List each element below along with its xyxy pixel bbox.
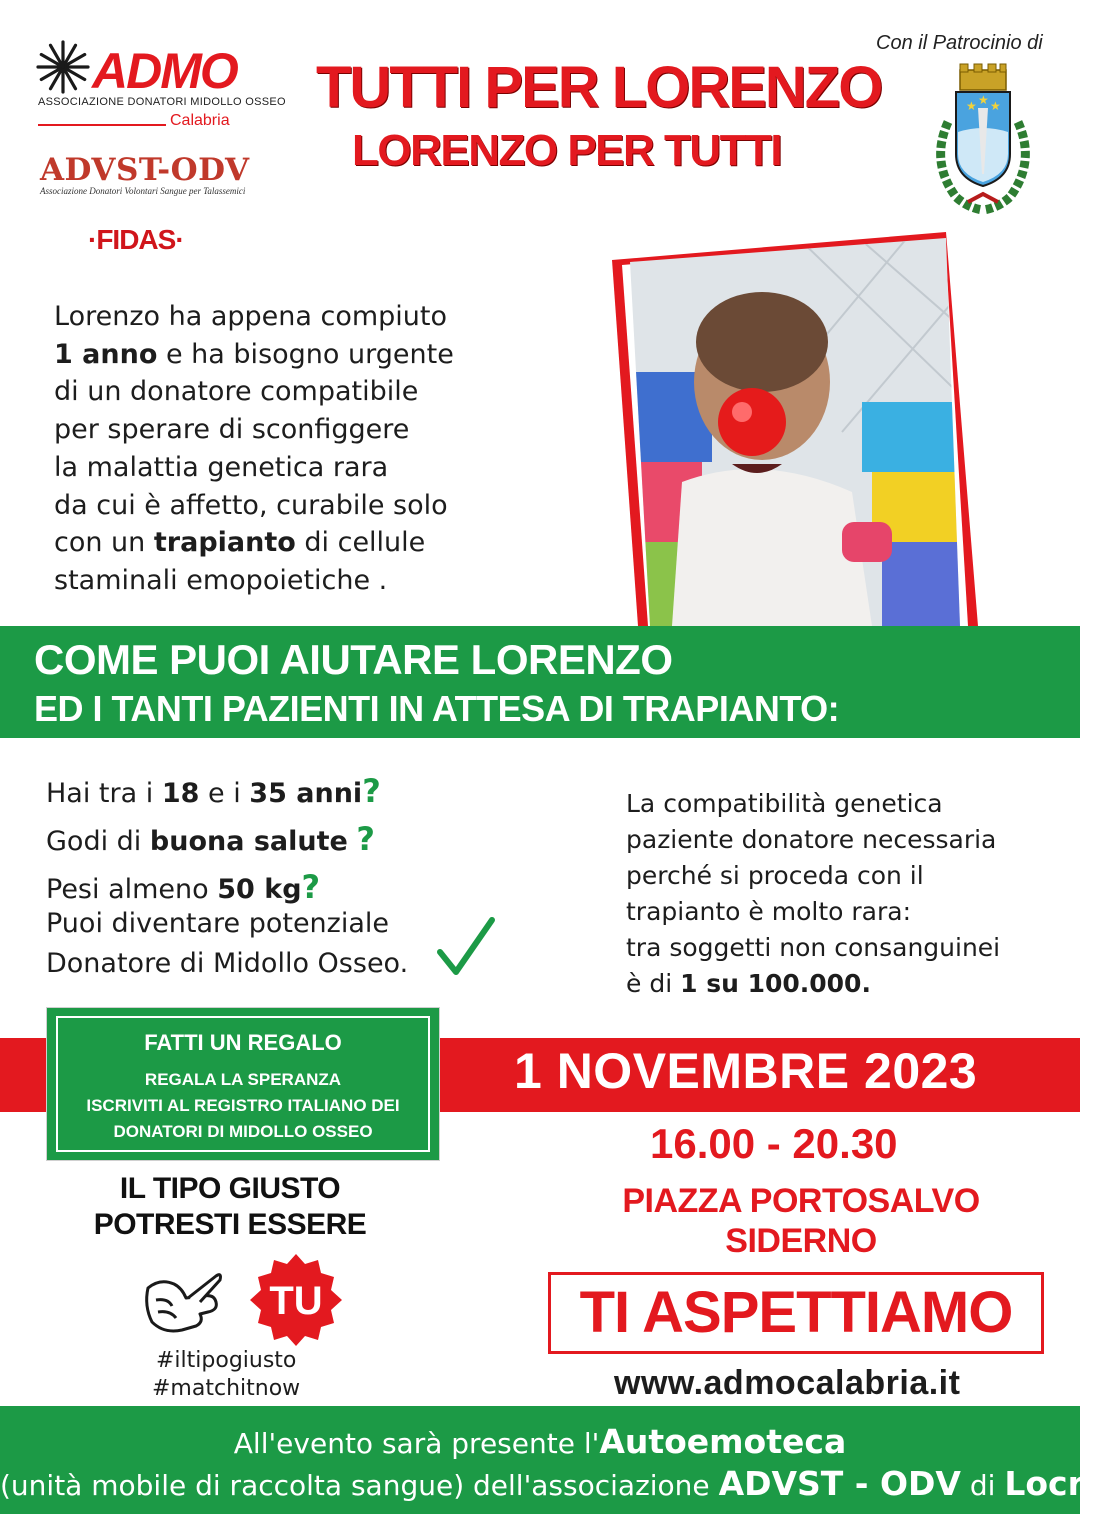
hashtag: #matchitnow xyxy=(152,1376,301,1401)
footer-line2: (unità mobile di raccolta sangue) dell'associazione ADVST - ODV di Locri xyxy=(0,1464,1095,1503)
intro-line: staminali emopoietiche . xyxy=(54,564,388,596)
footer-line1: All'evento sarà presente l'Autoemoteca xyxy=(233,1422,847,1461)
event-date: 1 NOVEMBRE 2023 xyxy=(514,1043,978,1099)
lorenzo-photo xyxy=(612,232,978,626)
admo-wheel-icon xyxy=(36,40,90,94)
footer-locri: Locri xyxy=(1004,1464,1095,1503)
website-link[interactable]: www.admocalabria.it xyxy=(614,1364,961,1402)
question-mark-icon: ? xyxy=(362,772,381,810)
question-age: Hai tra i 18 e i 35 anni? xyxy=(46,772,381,810)
event-time: 16.00 - 20.30 xyxy=(650,1120,898,1167)
gift-box-line: DONATORI DI MIDOLLO OSSEO xyxy=(113,1122,373,1141)
event-city: SIDERNO xyxy=(725,1222,877,1260)
question-donor: Puoi diventare potenziale xyxy=(46,908,389,939)
question-health: Godi di buona salute ? xyxy=(46,820,375,858)
help-banner-subtitle: ED I TANTI PAZIENTI IN ATTESA DI TRAPIANTO: xyxy=(34,688,840,729)
footer-advst: ADVST - ODV xyxy=(718,1464,961,1503)
patrocinio-label: Con il Patrocinio di xyxy=(876,32,1043,54)
tu-badge-icon xyxy=(248,1252,344,1348)
intro-line: di un donatore compatibile xyxy=(54,376,419,408)
question-mark-icon: ? xyxy=(301,868,321,906)
gift-box-line: REGALA LA SPERANZA xyxy=(144,1070,342,1089)
intro-line: con un trapianto di cellule xyxy=(54,527,426,559)
question-mark-icon: ? xyxy=(356,820,375,858)
fidas-word: FIDAS xyxy=(96,224,176,255)
intro-age: 1 anno xyxy=(54,338,158,370)
question-weight: Pesi almeno 50 kg? xyxy=(46,868,321,906)
advst-subtitle: Associazione Donatori Volontari Sangue per Talassemici xyxy=(40,186,246,196)
admo-logo-text: ADMO xyxy=(92,43,237,99)
compatibility-ratio: 1 su 100.000. xyxy=(680,969,871,998)
waiting-text: TI ASPETTIAMO xyxy=(579,1280,1013,1345)
page-title-line1: TUTTI PER LORENZO xyxy=(316,55,882,120)
fidas-logo-text: ·FIDAS· xyxy=(88,224,184,255)
checkmark-icon xyxy=(436,916,496,978)
tipo-giusto-line1: IL TIPO GIUSTO xyxy=(119,1172,341,1205)
event-place: PIAZZA PORTOSALVO xyxy=(622,1182,980,1220)
admo-divider xyxy=(38,124,166,126)
donor-label: Donatore di Midollo Osseo. xyxy=(46,948,409,979)
intro-line: 1 anno e ha bisogno urgente xyxy=(54,338,454,370)
svg-text:★: ★ xyxy=(966,99,977,113)
tu-badge-text: TU xyxy=(269,1279,323,1323)
intro-text xyxy=(54,298,594,600)
comune-crest-icon xyxy=(928,62,1038,212)
hashtag: #iltipogiusto xyxy=(156,1348,297,1373)
pointing-hand-icon xyxy=(138,1266,222,1336)
footer-autoemoteca: Autoemoteca xyxy=(599,1422,847,1461)
page-title-line2: LORENZO PER TUTTI xyxy=(352,126,782,175)
gift-box-line: ISCRIVITI AL REGISTRO ITALIANO DEI xyxy=(86,1096,400,1115)
intro-line: Lorenzo ha appena compiuto xyxy=(54,301,448,332)
intro-line: da cui è affetto, curabile solo xyxy=(54,489,448,521)
svg-text:★: ★ xyxy=(990,99,1001,113)
admo-subtitle: ASSOCIAZIONE DONATORI MIDOLLO OSSEO xyxy=(38,96,286,108)
advst-logo-text: ADVST-ODV xyxy=(40,152,250,188)
compatibility-text: La compatibilità genetica paziente donatore necessaria perché si proceda con il trapianto è molto rara: tra soggetti non consanguinei è di 1 su 100.000. xyxy=(626,789,1001,998)
gift-box-title: FATTI UN REGALO xyxy=(144,1030,342,1055)
admo-region: Calabria xyxy=(170,112,230,129)
intro-line: per sperare di sconfiggere xyxy=(54,414,410,446)
intro-line: la malattia genetica rara xyxy=(54,451,389,483)
svg-text:★: ★ xyxy=(978,93,989,107)
help-banner-title: COME PUOI AIUTARE LORENZO xyxy=(34,636,673,683)
intro-trapianto: trapianto xyxy=(153,527,296,559)
tipo-giusto-line2: POTRESTI ESSERE xyxy=(93,1208,367,1241)
